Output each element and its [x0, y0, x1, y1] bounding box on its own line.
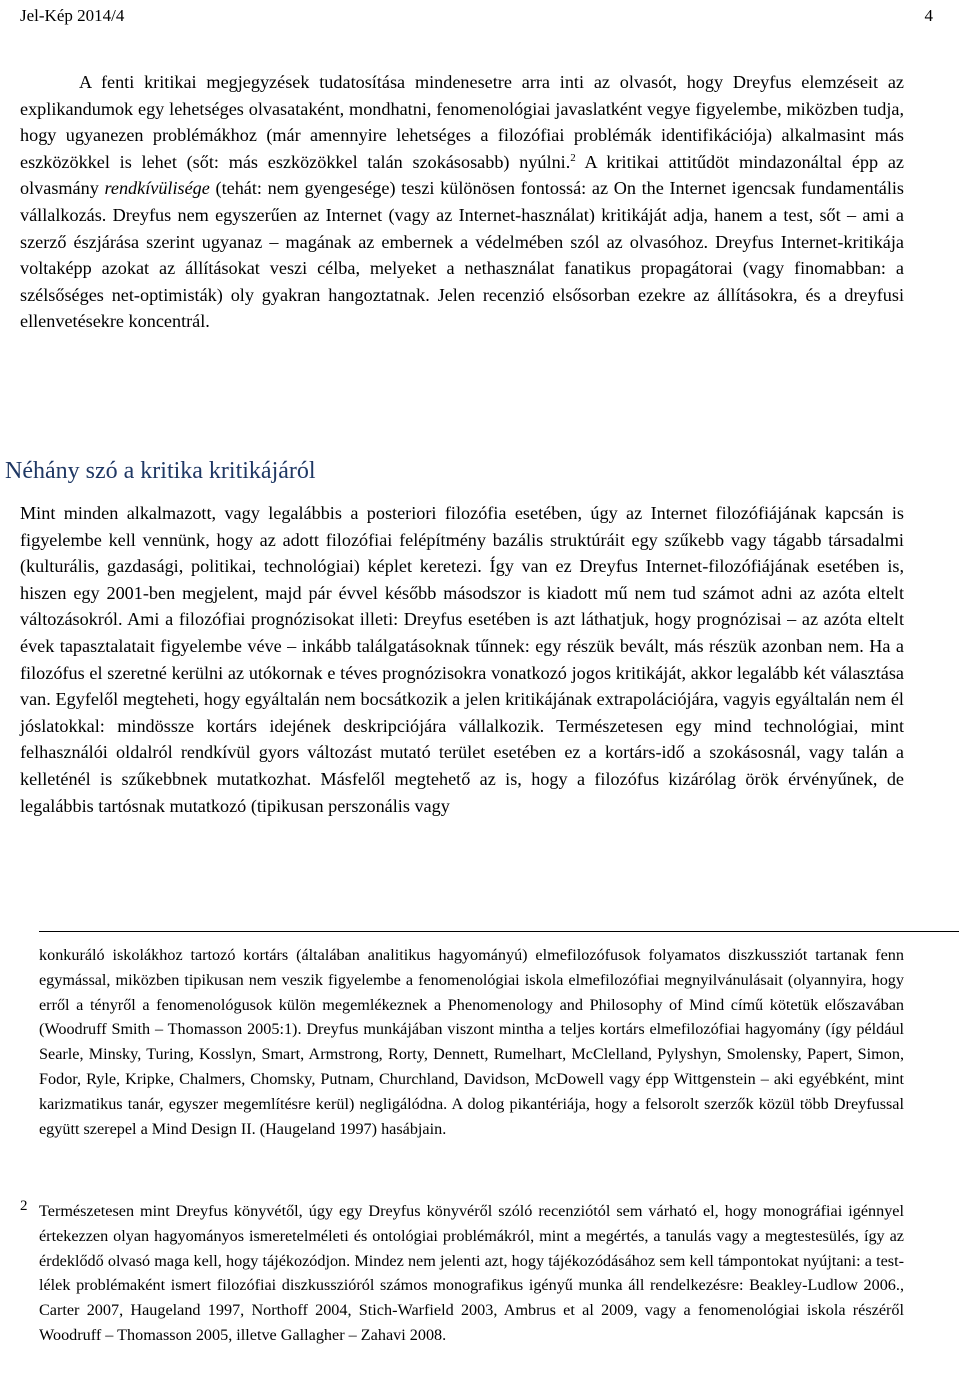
- footnote-2: Természetesen mint Dreyfus könyvétől, úgy egy Dreyfus könyvéről szóló recenziótól sem várható el, hogy monográfiai igénnyel értekezzen olyan hagyományos ismeretelméleti és ontológiai problémákról, mint a megértés, a tanulás vagy a megtestesülés, így az érdeklődő olvasó maga kell, hogy tájékozódjon. Mindez nem jelenti azt, hogy tájékozódásához sem kell támpontokat nyújtani: a test-lélek problémaként ismert filozófiai diszkusszióról számos monografikus igényű munka áll rendelkezésre: Beakley-Ludlow 2006., Carter 2007, Haugeland 1997, Northoff 2004, Stich-Warfield 2003, Ambrus et al 2009, vagy a fenomenológiai iskola részéről Woodruff – Thomasson 2005, illetve Gallagher – Zahavi 2008.: [39, 1202, 904, 1344]
- page-number: 4: [924, 6, 933, 25]
- paragraph-text: A kritikai attitűdöt mindazonáltal épp az olvasmány: [20, 151, 904, 199]
- paragraph-text: A fenti kritikai megjegyzések tudatosítása mindenesetre arra inti az olvasót, hogy Dreyfus elemzéseit az explikandumok egy lehetséges olvasataként, mondhatni, fenomenológiai javaslatként vegye figyelembe, miközben tudja, hogy ugyanezen problémákhoz (már amennyire lehetséges a filozófiai problémák identifikációja) alkalmasint más eszközökkel is lehet (sőt: más eszközökkel talán szokásosabb) nyúlni.: [20, 72, 904, 172]
- footnote-divider: [39, 931, 959, 932]
- section-paragraph: Mint minden alkalmazott, vagy legalábbis a posteriori filozófia esetében, úgy az Internet filozófiájának kapcsán is figyelembe kell vennünk, hogy az adott filozófiai felépítmény bazális struktúráit egy szűkebb vagy tágabb társadalmi (kulturális, gazdasági, politikai, technológiai) képlet keretezi. Így van ez Dreyfus Internet-filozófiájának esetében is, hiszen egy 2001-ben megjelent, majd pár évvel később másodszor is kiadott mű nem tud számot adni az azóta eltelt változásokról. Ami a filozófiai prognózisokat illeti: Dreyfus esetében is azt láthatjuk, hogy prognózisai – az azóta eltelt évek tapasztalatait figyelembe véve – inkább találgatásoknak tűnnek: egy részük bevált, más részük azonban nem. Ha a filozófus el szeretné kerülni az utókornak e téves prognózisokra vonatkozó jogos kritikáját, akkor legalább két választása van. Egyfelől megteheti, hogy egyáltalán nem bocsátkozik a jelen kritikájának extrapolációjára, vagyis egyáltalán nem él jóslatokkal: mindössze kortárs idejének deskripciójára vállalkozik. Természetesen egy mind technológiai, mint felhasználói oldalról rendkívül gyors változást mutató terület esetében ez a kortárs-idő a szokásosnál, vagy talán a kelleténél is szűkebbnek mutatkozhat. Másfelől megtehető az is, hogy a filozófus kizárólag örök érvényűnek, de legalábbis tartósnak mutatkozó (tipikusan perszonális vagy: [20, 503, 904, 816]
- page-header: [20, 4, 933, 28]
- paragraph-text: (tehát: nem gyengesége) teszi különösen fontossá: az On the Internet igencsak fundamentális vállalkozás. Dreyfus nem egyszerűen az Internet (vagy az Internet-használat) kritikáját adja, hanem a test, sőt – ami a szerző észjárása szerint ugyanaz – magának az embernek a védelmében szól az olvasóhoz. Dreyfus Internet-kritikája voltaképp azokat az állításokat veszi célba, melyeket a nethasználat fanatikus propagátorai (vagy finomabban: a szélsőséges net-optimisták) oly gyakran hangoztatnak. Jelen recenzió elsősorban ezekre az állításokra, és a dreyfusi ellenvetésekre koncentrál.: [20, 178, 904, 332]
- intro-paragraph: [20, 69, 904, 335]
- emphasis-text: rendkívülisége: [104, 178, 210, 199]
- section-heading: Néhány szó a kritika kritikájáról: [5, 458, 316, 484]
- footnote-2-number: 2: [20, 1198, 28, 1214]
- footnote-1-continued: konkuráló iskolákhoz tartozó kortárs (általában analitikus hagyományú) elmefilozófusok folyamatos diszkussziót tartanak fenn egymással, miközben tipikusan nem veszik figyelembe a fenomenológiai iskola elmefilozófiai megnyilvánulásait (olyannyira, hogy erről a tényről a fenomenológusok külön megemlékeznek a Phenomenology and Philosophy of Mind című kötetük előszavában (Woodruff Smith – Thomasson 2005:1). Dreyfus munkájában viszont mintha a teljes kortárs elmefilozófiai hagyomány (így például Searle, Minsky, Turing, Kosslyn, Smart, Armstrong, Rorty, Dennett, Rumelhart, McClelland, Pylyshyn, Smolensky, Papert, Simon, Fodor, Ryle, Kripke, Chalmers, Chomsky, Putnam, Churchland, Davidson, McDowell vagy épp Wittgenstein – aki egyébként, mint karizmatikus tanár, egyszer megemlítésre kerül) negligálódna. A dolog pikantériája, hogy a felsorolt szerzők közül több Dreyfussal együtt szerepel a Mind Design II. (Haugeland 1997) hasábjain.: [39, 946, 904, 1138]
- footnote-reference[interactable]: 2: [570, 151, 576, 164]
- journal-title: Jel-Kép 2014/4: [20, 6, 125, 25]
